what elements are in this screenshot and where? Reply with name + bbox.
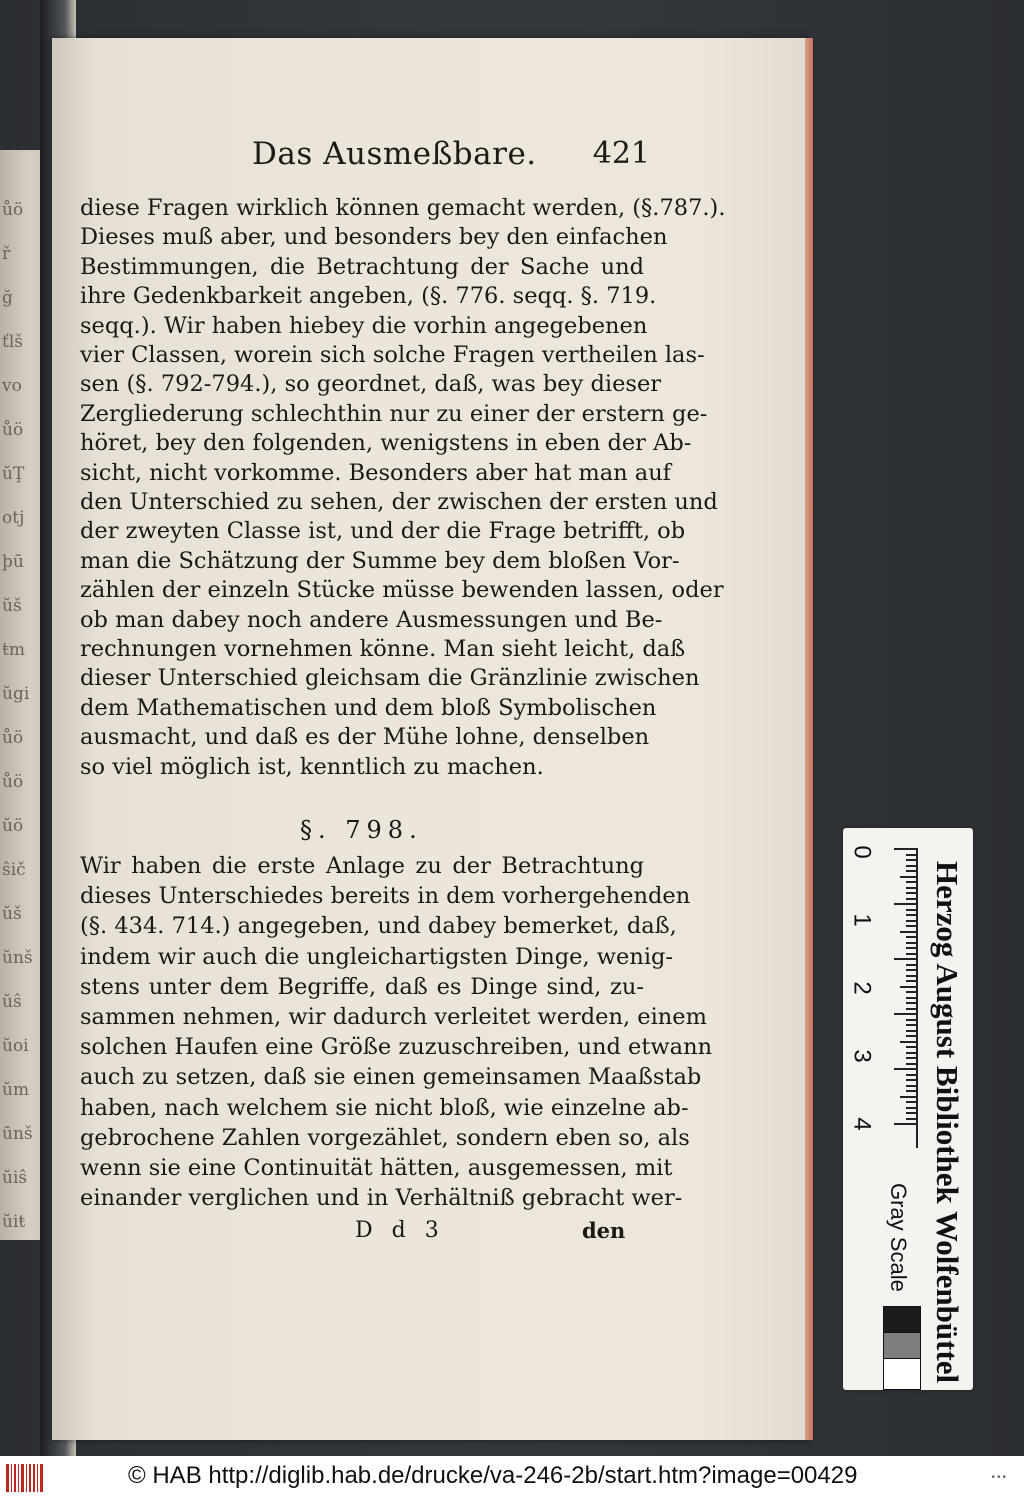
logo-bar: [21, 1464, 24, 1492]
ruler-tick: [906, 969, 916, 971]
left-page-fragment: vo: [2, 376, 22, 396]
ruler-tick: [894, 1068, 916, 1070]
text-line: diese Fragen wirklich können gemacht werden, (§.787.).: [80, 195, 726, 221]
ruler-tick: [906, 898, 916, 900]
text-line: vier Classen, worein sich solche Fragen vertheilen las-: [80, 342, 705, 368]
text-line: dieses Unterschiedes bereits in dem vorhergehenden: [80, 883, 691, 910]
left-page-fragment: ŝič: [2, 860, 26, 880]
left-page-fragment: ŧm: [2, 640, 25, 660]
ruler-tick: [906, 975, 916, 977]
ruler-tick: [906, 1079, 916, 1081]
gray-scale-label-text: Gray Scale: [886, 1183, 911, 1292]
logo-bar: [26, 1464, 27, 1492]
ruler-number: 2: [848, 981, 876, 995]
ruler-tick: [906, 1112, 916, 1114]
text-line: ob man dabey noch andere Ausmessungen und Be-: [80, 606, 663, 633]
ruler-tick: [906, 1030, 916, 1032]
footer-bar: [0, 1456, 1024, 1499]
logo-bar: [6, 1464, 9, 1492]
ruler-tick: [906, 1057, 916, 1059]
ruler-tick: [900, 1041, 916, 1043]
ruler-tick: [894, 903, 916, 905]
ruler-tick: [906, 1024, 916, 1026]
ruler-tick: [906, 920, 916, 922]
text-line: gebrochene Zahlen vorgezählet, sondern eben so, als: [80, 1124, 690, 1151]
ruler-tick: [906, 881, 916, 883]
ruler-tick: [906, 953, 916, 955]
ruler-tick: [906, 909, 916, 911]
left-page-fragment: ŭš: [2, 904, 22, 924]
text-line: Bestimmungen, die Betrachtung der Sache und: [80, 253, 644, 280]
left-page-fragment: ŭm: [2, 1080, 30, 1100]
ruler-tick: [906, 1046, 916, 1048]
left-page-fragment: ŭiŧ: [2, 1212, 26, 1232]
text-line: (§. 434. 714.) angegeben, und dabey bemerket, daß,: [80, 913, 677, 940]
text-line: seqq.). Wir haben hiebey die vorhin angegebenen: [80, 312, 648, 339]
ruler-tick: [906, 1118, 916, 1120]
text-line: stens unter dem Begriffe, daß es Dinge sind, zu-: [80, 973, 644, 1000]
text-line: indem wir auch die ungleichartigsten Dinge, wenig-: [80, 943, 674, 970]
text-line: dem Mathematischen und dem bloß Symbolischen: [80, 694, 657, 721]
text-line: sammen nehmen, wir dadurch verleitet werden, einem: [80, 1004, 707, 1030]
left-page-fragment: þū: [2, 552, 24, 572]
ruler-tick: [906, 1107, 916, 1109]
catchword: den: [582, 1218, 626, 1243]
text-line: sicht, nicht vorkomme. Besonders aber hat man auf: [80, 459, 672, 486]
more-icon[interactable]: •••: [991, 1472, 1008, 1483]
left-neighbour-page: [0, 150, 42, 1240]
ruler-axis: [916, 848, 918, 1148]
left-page-fragment: ŭnš: [2, 948, 33, 968]
text-line: Zergliederung schlechthin nur zu einer der erstern ge-: [80, 400, 708, 427]
text-line: wenn sie eine Continuität hätten, ausgemessen, mit: [80, 1155, 673, 1181]
ruler-tick: [906, 991, 916, 993]
ruler-tick: [906, 980, 916, 982]
left-page-fragment: ůö: [2, 772, 24, 792]
ruler-tick: [906, 865, 916, 867]
left-page-fragment: ůö: [2, 420, 24, 440]
text-line: sen (§. 792-794.), so geordnet, daß, was bey dieser: [80, 371, 662, 398]
ruler-tick: [906, 1085, 916, 1087]
ruler-tick: [906, 1074, 916, 1076]
text-line: rechnungen vornehmen könne. Man sieht leicht, daß: [80, 636, 686, 662]
running-head: [200, 132, 650, 182]
page-edge: [805, 38, 813, 1440]
ruler-tick: [906, 892, 916, 894]
text-line: ihre Gedenkbarkeit angeben, (§. 776. seqq. §. 719.: [80, 283, 657, 310]
left-page-fragment: ūnš: [2, 1124, 33, 1144]
copyright-url[interactable]: © HAB http://diglib.hab.de/drucke/va-246-2b/start.htm?image=00429: [128, 1462, 858, 1489]
left-page-fragment: ŭoi: [2, 1036, 29, 1056]
ruler-number: 4: [848, 1117, 876, 1131]
text-line: dieser Unterschied gleichsam die Gränzlinie zwischen: [80, 665, 700, 692]
ruler-tick: [906, 1090, 916, 1092]
ruler-tick: [900, 1096, 916, 1098]
ruler-tick: [906, 1008, 916, 1010]
ruler-tick: [906, 854, 916, 856]
left-page-fragment: ůö: [2, 200, 24, 220]
text-line: so viel möglich ist, kenntlich zu machen.: [80, 753, 544, 780]
ruler-tick: [906, 936, 916, 938]
text-line: solchen Haufen eine Größe zuzuschreiben, und etwann: [80, 1034, 713, 1061]
left-page-fragment: ŭiŝ: [2, 1168, 28, 1188]
ruler-tick: [900, 986, 916, 988]
left-page-fragment: ŭgi: [2, 684, 30, 704]
page-number: 421: [592, 136, 650, 171]
ruler-tick: [906, 1002, 916, 1004]
logo-bar: [11, 1464, 12, 1492]
gray-scale-label: [875, 1183, 921, 1293]
text-line: den Unterschied zu sehen, der zwischen der ersten und: [80, 489, 718, 515]
library-name: [927, 846, 967, 1386]
text-line: ausmacht, und daß es der Mühe lohne, denselben: [80, 724, 650, 751]
text-line: höret, bey den folgenden, wenigstens in eben der Ab-: [80, 430, 692, 457]
logo-bar: [18, 1464, 19, 1492]
text-line: man die Schätzung der Summe bey dem bloßen Vor-: [80, 547, 680, 574]
hab-logo-icon: [6, 1464, 48, 1492]
left-page-fragment: ŭö: [2, 816, 24, 836]
ruler-tick: [906, 947, 916, 949]
ruler-tick: [894, 1013, 916, 1015]
logo-bar: [14, 1464, 16, 1492]
left-page-fragment: ğ: [2, 288, 13, 308]
left-page-fragment: ŭŢ: [2, 464, 25, 484]
ruler-tick: [906, 997, 916, 999]
library-name-text: Herzog August Bibliothek Wolfenbüttel: [930, 861, 965, 1384]
text-line: der zweyten Classe ist, und der die Frage betrifft, ob: [80, 518, 686, 545]
left-page-fragment: ůö: [2, 728, 24, 748]
left-page-fragment: otj: [2, 508, 25, 528]
ruler-tick: [906, 925, 916, 927]
left-page-fragment: ŭš: [2, 596, 22, 616]
ruler-tick: [906, 1052, 916, 1054]
text-line: zählen der einzeln Stücke müsse bewenden lassen, oder: [80, 577, 724, 604]
ruler-number: 0: [848, 845, 876, 859]
ruler-tick: [906, 1063, 916, 1065]
left-page-fragment: ťlš: [2, 332, 23, 352]
logo-bar: [29, 1464, 31, 1492]
ruler: [848, 838, 918, 1178]
ruler-tick: [906, 1035, 916, 1037]
text-line: haben, nach welchem sie nicht bloß, wie einzelne ab-: [80, 1094, 689, 1121]
logo-bar: [33, 1464, 35, 1492]
ruler-tick: [900, 931, 916, 933]
ruler-number: 3: [848, 1049, 876, 1063]
text-line: Dieses muß aber, und besonders bey den einfachen: [80, 224, 668, 251]
ruler-tick: [906, 1101, 916, 1103]
logo-bar: [40, 1464, 43, 1492]
text-line: Wir haben die erste Anlage zu der Betrachtung: [80, 853, 644, 879]
scale-card: [843, 828, 973, 1390]
ruler-tick: [894, 958, 916, 960]
section-heading: §. 798.: [300, 816, 423, 844]
ruler-tick: [906, 942, 916, 944]
left-page-fragment: ŭŝ: [2, 992, 22, 1012]
ruler-tick: [900, 876, 916, 878]
gray-patch: [883, 1358, 921, 1390]
signature-mark: D d 3: [355, 1218, 445, 1243]
left-page-fragment: ř: [2, 244, 11, 264]
ruler-number: 1: [848, 913, 876, 927]
ruler-tick: [906, 914, 916, 916]
ruler-tick: [894, 1123, 916, 1125]
text-line: einander verglichen und in Verhältniß gebracht wer-: [80, 1185, 683, 1212]
ruler-tick: [906, 870, 916, 872]
text-line: auch zu setzen, daß sie einen gemeinsamen Maaßstab: [80, 1064, 702, 1091]
running-title: Das Ausmeßbare.: [252, 136, 537, 172]
ruler-tick: [906, 887, 916, 889]
ruler-tick: [906, 1019, 916, 1021]
ruler-tick: [906, 859, 916, 861]
logo-bar: [37, 1464, 38, 1492]
ruler-tick: [894, 848, 916, 850]
ruler-tick: [906, 964, 916, 966]
